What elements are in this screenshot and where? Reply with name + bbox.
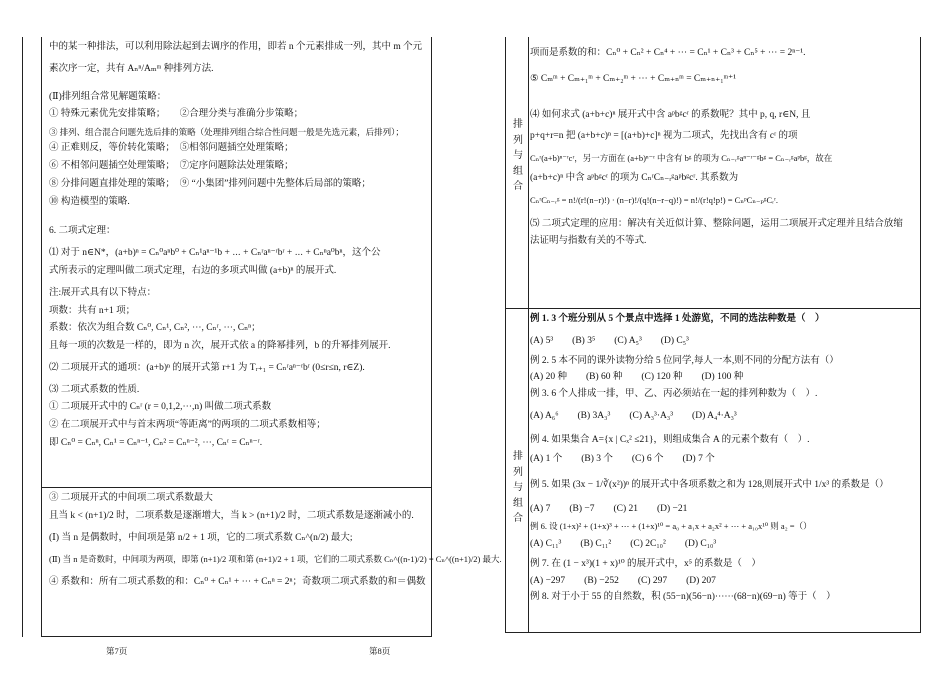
side-column-bottom: [505, 308, 529, 633]
text-line: ④ 系数和：所有二项式系数的和：Cₙ⁰ + Cₙ¹ + ⋯ + Cₙⁿ = 2ⁿ；奇数项二项式系数的和＝偶数: [49, 576, 426, 587]
left-border: [22, 37, 23, 637]
text-line: 项而是系数的和：Cₙ⁰ + Cₙ² + Cₙ⁴ + ⋯ = Cₙ¹ + Cₙ³ + Cₙ⁵ + ⋯ = 2ⁿ⁻¹.: [530, 48, 806, 58]
page-7-footer: 第7页: [106, 646, 128, 656]
text-line: 式所表示的定理叫做二项式定理，右边的多项式叫做 (a+b)ⁿ 的展开式.: [49, 265, 337, 276]
text-line: CₙʳCₙ₋ᵣᵍ = n!/(r!(n−r)!) · (n−r)!/(q!(n−r−q)!) = n!/(r!q!p!) = CₙᵖCₙ₋ₚᵍCᵣʳ.: [530, 195, 779, 206]
text-line: ⑩ 构造模型的策略.: [49, 196, 130, 207]
text-line: ⑧ 分排问题直排处理的策略； ⑨ “小集团”排列问题中先整体后局部的策略；: [49, 178, 371, 189]
text-line: ⑷ 如何求式 (a+b+c)ⁿ 展开式中含 aᵖbᵍcʳ 的系数呢？其中 p, q, r∈N, 且: [530, 109, 811, 120]
text-line: ① 二项展开式中的 Cₙʳ (r = 0,1,2,⋯,n) 叫做二项式系数: [49, 402, 272, 413]
text-line: ⑵ 二项展开式的通项：(a+b)ⁿ 的展开式第 r+1 为 Tᵣ₊₁ = Cₙʳaⁿ⁻ʳbʳ (0≤r≤n, r∈Z).: [49, 362, 365, 373]
text-line: ⑤ Cₘᵐ + Cₘ₊₁ᵐ + Cₘ₊₂ᵐ + ⋯ + Cₘ₊ₙᵐ = Cₘ₊ₙ₊₁ᵐ⁺¹: [530, 73, 737, 84]
text-line: (Ⅰ) 当 n 是偶数时，中间项是第 n/2 + 1 项，它的二项式系数 Cₙ^(n/2) 最大;: [49, 532, 353, 543]
right-border: [920, 37, 921, 633]
text-line: (Ⅱ)排列组合常见解题策略：: [49, 91, 167, 102]
example-options: (A) 5³ (B) 3⁵ (C) A₅³ (D) C₅³: [530, 335, 689, 346]
text-line: 注:展开式具有以下特点：: [49, 287, 157, 298]
example-options: (A) −297 (B) −252 (C) 297 (D) 207: [530, 575, 716, 586]
page-8-examples: [530, 313, 917, 608]
side-label-top: 排 列 与 组 合: [513, 119, 523, 192]
example-question: 例 3. 6 个人排成一排，甲、乙、丙必须站在一起的排列种数为（ ）.: [530, 389, 818, 400]
text-line: (Ⅱ) 当 n 是奇数时，中间项为两项，即第 (n+1)/2 项和第 (n+1)/2 + 1 项，它们的二项式系数 Cₙ^((n-1)/2) = Cₙ^((n+1)/2) 最大.: [49, 554, 502, 565]
text-line: 中的某一种排法，可以利用除法起到去调序的作用，即若 n 个元素排成一列，其中 m 个元: [49, 42, 423, 52]
page-8: [505, 37, 921, 633]
bottom-border: [41, 636, 432, 637]
text-line: 素次序一定，共有 Aₙⁿ/Aₘᵐ 种排列方法.: [49, 63, 214, 74]
text-line: p+q+r=n 把 (a+b+c)ⁿ = [(a+b)+c]ⁿ 视为二项式，先找出含有 cʳ 的项: [530, 131, 798, 142]
inner-border: [41, 37, 42, 637]
text-line: 项数：共有 n+1 项；: [49, 305, 136, 316]
example-options: (A) 7 (B) −7 (C) 21 (D) −21: [530, 503, 688, 514]
text-line: ⑴ 对于 n∈N*，(a+b)ⁿ = Cₙ⁰aⁿb⁰ + Cₙ¹aⁿ⁻¹b + ⋯ + Cₙʳaⁿ⁻ʳbʳ + ⋯ + Cₙⁿa⁰bⁿ，这个公: [49, 248, 381, 259]
section-heading: 6. 二项式定理：: [49, 226, 116, 237]
example-question: 例 6. 设 (1+x)² + (1+x)³ + ⋯ + (1+x)¹⁰ = a₀ + a₁x + a₂x² + ⋯ + a₁₀x¹⁰ 则 a₂ =（）: [530, 520, 812, 531]
text-line: ⑥ 不相邻问题插空处理策略； ⑦定序问题除法处理策略；: [49, 161, 294, 172]
example-options: (A) A₆⁶ (B) 3A₃³ (C) A₃³·A₃³ (D) A₄⁴·A₃³: [530, 410, 737, 421]
text-line: 即 Cₙ⁰ = Cₙⁿ, Cₙ¹ = Cₙⁿ⁻¹, Cₙ² = Cₙⁿ⁻², ⋯, Cₙʳ = Cₙⁿ⁻ʳ.: [49, 437, 263, 448]
text-line: ③ 二项展开式的中间项二项式系数最大: [49, 493, 213, 503]
section-divider: [529, 308, 921, 309]
text-line: ④ 正难则反，等价转化策略； ⑤相邻问题插空处理策略；: [49, 143, 294, 154]
text-line: ① 特殊元素优先安排策略； ②合理分类与准确分步策略；: [49, 109, 304, 120]
text-line: 且每一项的次数是一样的，即为 n 次，展开式依 a 的降幂排列，b 的升幂排列展开.: [49, 341, 391, 352]
side-label-bottom: 排 列 与 组 合: [513, 451, 523, 524]
side-column-top: [505, 37, 529, 308]
text-line: 法证明与指数有关的不等式.: [530, 236, 647, 247]
text-line: (a+b+c)ⁿ 中含 aᵖbᵍcʳ 的项为 CₙʳCₙ₋ᵣᵍaᵖbᵍcʳ. 其系数为: [530, 173, 739, 184]
example-options: (A) 1 个 (B) 3 个 (C) 6 个 (D) 7 个: [530, 454, 715, 465]
page-7-upper-text: [49, 41, 426, 455]
text-line: ⑶ 二项式系数的性质.: [49, 384, 140, 395]
page-8-upper-text: [530, 47, 917, 252]
example-options: (A) C₁₁³ (B) C₁₁² (C) 2C₁₀² (D) C₁₀³: [530, 538, 717, 549]
text-line: ② 在二项展开式中与首末两项“等距离”的两项的二项式系数相等；: [49, 420, 326, 431]
text-line: ③ 排列、组合混合问题先选后排的策略（处理排列组合综合性问题一般是先选元素，后排列）；: [49, 127, 404, 138]
example-question: 例 2. 5 本不同的课外读物分给 5 位同学,每人一本,则不同的分配方法有（）: [530, 355, 839, 366]
page-7-lower-text: [49, 492, 502, 593]
page-8-footer: 第8页: [369, 646, 391, 656]
text-line: 且当 k < (n+1)/2 时，二项系数是逐渐增大，当 k > (n+1)/2 时，二项式系数是逐渐减小的.: [49, 510, 414, 521]
bottom-border: [505, 632, 921, 633]
text-line: 系数：依次为组合数 Cₙ⁰, Cₙ¹, Cₙ², ⋯, Cₙʳ, ⋯, Cₙⁿ；: [49, 323, 261, 334]
example-question: 例 5. 如果 (3x − 1/∛(x²))ⁿ 的展开式中各项系数之和为 128,则展开式中 1/x³ 的系数是（）: [530, 480, 889, 491]
example-question: 例 7. 在 (1 − x³)(1 + x)¹⁰ 的展开式中，x⁵ 的系数是（ ）: [530, 558, 761, 569]
example-question: 例 8. 对于小于 55 的自然数，积 (55−n)(56−n)⋯⋯(68−n)(69−n) 等于（ ）: [530, 592, 836, 603]
example-options: (A) 20 种 (B) 60 种 (C) 120 种 (D) 100 种: [530, 372, 744, 383]
example-question: 例 4. 如果集合 A={x | Cₓ² ≤21}，则组成集合 A 的元素个数有（ ）.: [530, 434, 810, 445]
example-question: 例 1. 3 个班分别从 5 个景点中选择 1 处游览，不同的选法种数是（ ）: [530, 314, 825, 324]
section-divider: [41, 487, 432, 488]
text-line: ⑸ 二项式定理的应用：解决有关近似计算、整除问题，运用二项展开式定理并且结合放缩: [530, 219, 903, 230]
right-border: [431, 37, 432, 637]
text-line: Cₙʳ(a+b)ⁿ⁻ʳcʳ，另一方面在 (a+b)ⁿ⁻ʳ 中含有 bᵍ 的项为 Cₙ₋ᵣᵍaⁿ⁻ʳ⁻ᵍbᵍ = Cₙ₋ᵣᵍaᵖbᵍ，故在: [530, 153, 833, 164]
page-7: [22, 37, 502, 637]
